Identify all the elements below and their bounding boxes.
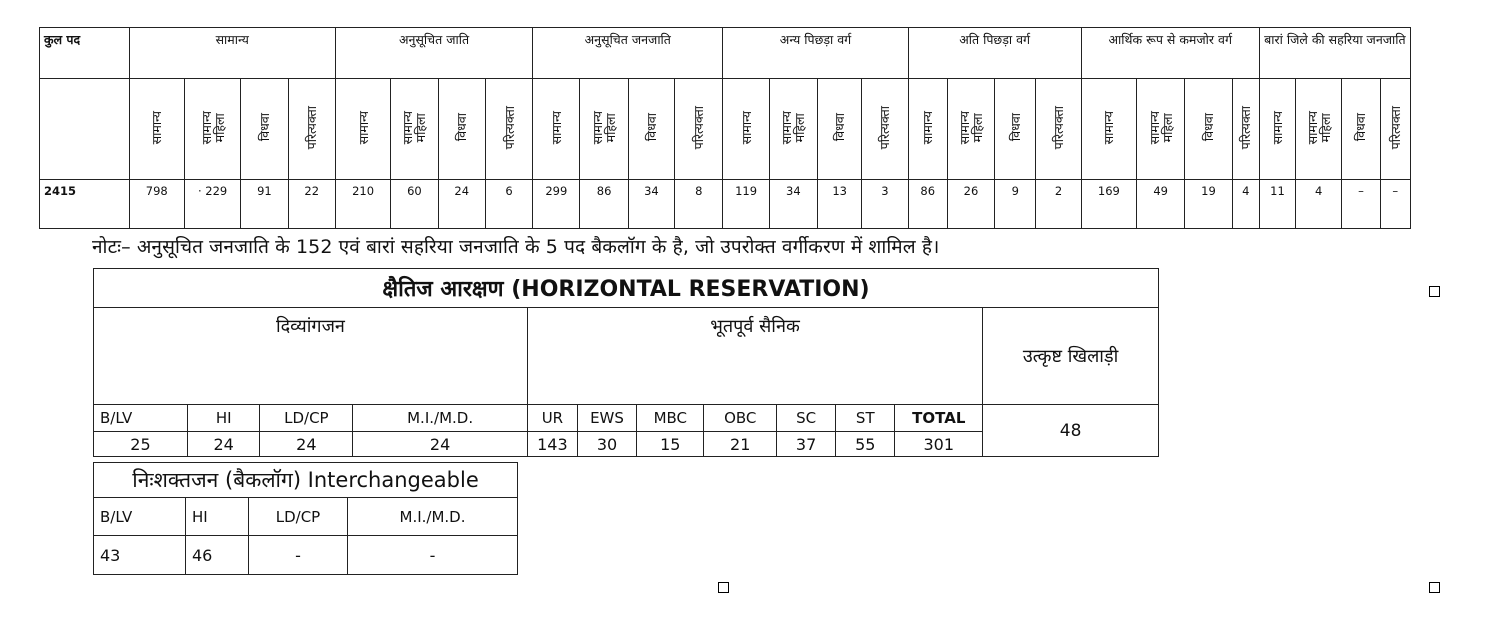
total-subheader-empty bbox=[40, 79, 130, 180]
selection-handle[interactable] bbox=[1429, 286, 1440, 297]
post-count-cell: 3 bbox=[862, 180, 908, 229]
backlog-value-hi: 46 bbox=[186, 536, 249, 575]
backlog-header-hi: HI bbox=[186, 498, 249, 536]
subheader-label: सामान्य bbox=[1269, 110, 1285, 145]
divyang-header-blv: B/LV bbox=[94, 405, 188, 432]
subheader-cell bbox=[862, 79, 908, 180]
exs-value-st: 55 bbox=[836, 432, 895, 457]
backlog-title: निःशक्तजन (बैकलॉग) Interchangeable bbox=[94, 463, 518, 498]
exs-value-sc: 37 bbox=[776, 432, 835, 457]
subheader-cell bbox=[1296, 79, 1342, 180]
subheader-label: सामान्य महिला bbox=[400, 110, 429, 145]
post-count-cell: 8 bbox=[675, 180, 723, 229]
post-count-cell: 210 bbox=[335, 180, 390, 229]
category-mbc: अति पिछड़ा वर्ग bbox=[908, 28, 1081, 79]
subheader-cell bbox=[1232, 79, 1259, 180]
subheader-cell bbox=[391, 79, 438, 180]
exs-header-ews: EWS bbox=[577, 405, 636, 432]
post-count-cell: 86 bbox=[580, 180, 628, 229]
subheader-label: परित्यक्ता bbox=[691, 105, 707, 150]
category-obc: अन्य पिछड़ा वर्ग bbox=[723, 28, 908, 79]
subheader-cell bbox=[533, 79, 580, 180]
subheader-label: सामान्य महिला bbox=[956, 110, 985, 145]
subheader-cell bbox=[769, 79, 817, 180]
subheader-label: सामान्य bbox=[738, 110, 754, 145]
post-count-cell: 60 bbox=[391, 180, 438, 229]
subheader-cell bbox=[335, 79, 390, 180]
divyang-value-hi: 24 bbox=[187, 432, 259, 457]
subheader-label: विधवा bbox=[1007, 113, 1023, 142]
post-count-cell: 26 bbox=[947, 180, 994, 229]
exs-value-ur: 143 bbox=[527, 432, 577, 457]
subheader-label: विधवा bbox=[1200, 113, 1216, 142]
post-count-cell: 34 bbox=[769, 180, 817, 229]
subheader-label: सामान्य महिला bbox=[590, 110, 619, 145]
post-count-cell: · 229 bbox=[184, 180, 240, 229]
subheader-label: सामान्य महिला bbox=[779, 110, 808, 145]
subheader-label: परित्यक्ता bbox=[1387, 105, 1403, 150]
post-count-cell: 6 bbox=[485, 180, 532, 229]
post-count-cell: 91 bbox=[241, 180, 288, 229]
total-posts-value: 2415 bbox=[40, 180, 130, 229]
subheader-cell bbox=[675, 79, 723, 180]
subheader-label: सामान्य bbox=[1101, 110, 1117, 145]
subheader-label: विधवा bbox=[454, 113, 470, 142]
post-count-cell: 169 bbox=[1081, 180, 1136, 229]
post-count-cell: 9 bbox=[995, 180, 1036, 229]
backlog-table bbox=[93, 462, 518, 575]
subheader-cell bbox=[184, 79, 240, 180]
divyang-value-mimd: 24 bbox=[353, 432, 528, 457]
backlog-value-ldcp: - bbox=[249, 536, 348, 575]
total-posts-header: कुल पद bbox=[40, 28, 130, 79]
subheader-label: सामान्य bbox=[355, 110, 371, 145]
post-count-cell: 2 bbox=[1036, 180, 1081, 229]
divyang-group-header: दिव्यांगजन bbox=[94, 308, 528, 405]
note-text: नोटः– अनुसूचित जनजाति के 152 एवं बारां सहरिया जनजाति के 5 पद बैकलॉग के है, जो उपरोक्त वर्गीकरण में शामिल है। bbox=[92, 236, 940, 258]
subheader-cell bbox=[1036, 79, 1081, 180]
subheader-label: विधवा bbox=[1353, 113, 1369, 142]
subheader-label: परित्यक्ता bbox=[304, 105, 320, 150]
post-count-cell: 34 bbox=[628, 180, 674, 229]
category-sc: अनुसूचित जाति bbox=[335, 28, 532, 79]
post-count-cell: 4 bbox=[1232, 180, 1259, 229]
subheader-cell bbox=[995, 79, 1036, 180]
post-count-cell: 49 bbox=[1137, 180, 1185, 229]
subheader-cell bbox=[241, 79, 288, 180]
post-count-cell: 11 bbox=[1259, 180, 1295, 229]
backlog-header-blv: B/LV bbox=[94, 498, 186, 536]
post-count-cell: 13 bbox=[818, 180, 862, 229]
selection-handle[interactable] bbox=[1429, 582, 1440, 593]
exs-value-obc: 21 bbox=[704, 432, 776, 457]
subheader-cell bbox=[947, 79, 994, 180]
subheader-cell bbox=[628, 79, 674, 180]
subheader-cell bbox=[1081, 79, 1136, 180]
post-count-cell: 19 bbox=[1185, 180, 1232, 229]
subheader-label: सामान्य bbox=[920, 110, 936, 145]
exs-header-sc: SC bbox=[776, 405, 835, 432]
category-ews: आर्थिक रूप से कमजोर वर्ग bbox=[1081, 28, 1259, 79]
post-count-cell: 86 bbox=[908, 180, 947, 229]
exs-header-obc: OBC bbox=[704, 405, 776, 432]
divyang-header-hi: HI bbox=[187, 405, 259, 432]
sports-value: 48 bbox=[983, 405, 1159, 457]
subheader-label: सामान्य bbox=[548, 110, 564, 145]
ex-servicemen-group-header: भूतपूर्व सैनिक bbox=[527, 308, 982, 405]
selection-handle[interactable] bbox=[718, 582, 729, 593]
post-count-cell: – bbox=[1342, 180, 1380, 229]
subheader-label: परित्यक्ता bbox=[501, 105, 517, 150]
subheader-label: परित्यक्ता bbox=[877, 105, 893, 150]
post-count-cell: 798 bbox=[129, 180, 184, 229]
subheader-cell bbox=[1259, 79, 1295, 180]
vertical-reservation-table bbox=[39, 27, 1411, 229]
subheader-label: विधवा bbox=[832, 113, 848, 142]
exs-value-total: 301 bbox=[895, 432, 983, 457]
post-count-cell: 24 bbox=[438, 180, 485, 229]
post-count-cell: 119 bbox=[723, 180, 769, 229]
category-sahariya: बारां जिले की सहरिया जनजाति bbox=[1259, 28, 1410, 79]
subheader-cell bbox=[485, 79, 532, 180]
horizontal-reservation-title: क्षैतिज आरक्षण (HORIZONTAL RESERVATION) bbox=[94, 269, 1159, 308]
exs-value-ews: 30 bbox=[577, 432, 636, 457]
divyang-header-mimd: M.I./M.D. bbox=[353, 405, 528, 432]
sports-group-header: उत्कृष्ट खिलाड़ी bbox=[983, 308, 1159, 405]
post-count-cell: 299 bbox=[533, 180, 580, 229]
post-count-cell: – bbox=[1380, 180, 1410, 229]
backlog-value-blv: 43 bbox=[94, 536, 186, 575]
subheader-label: सामान्य महिला bbox=[198, 110, 227, 145]
subheader-cell bbox=[1137, 79, 1185, 180]
subheader-label: सामान्य महिला bbox=[1146, 110, 1175, 145]
subheader-label: सामान्य bbox=[149, 110, 165, 145]
subheader-cell bbox=[908, 79, 947, 180]
post-count-cell: 22 bbox=[288, 180, 335, 229]
subheader-cell bbox=[1342, 79, 1380, 180]
subheader-label: परित्यक्ता bbox=[1051, 105, 1067, 150]
subheader-label: सामान्य महिला bbox=[1304, 110, 1333, 145]
category-general: सामान्य bbox=[129, 28, 335, 79]
post-count-cell: 4 bbox=[1296, 180, 1342, 229]
horizontal-reservation-table bbox=[93, 268, 1159, 457]
subheader-label: विधवा bbox=[256, 113, 272, 142]
subheader-cell bbox=[288, 79, 335, 180]
divyang-value-ldcp: 24 bbox=[260, 432, 353, 457]
exs-header-total: TOTAL bbox=[895, 405, 983, 432]
backlog-header-mimd: M.I./M.D. bbox=[348, 498, 518, 536]
exs-header-st: ST bbox=[836, 405, 895, 432]
subheader-cell bbox=[129, 79, 184, 180]
backlog-header-ldcp: LD/CP bbox=[249, 498, 348, 536]
category-st: अनुसूचित जनजाति bbox=[533, 28, 723, 79]
backlog-value-mimd: - bbox=[348, 536, 518, 575]
subheader-label: विधवा bbox=[643, 113, 659, 142]
subheader-cell bbox=[438, 79, 485, 180]
subheader-cell bbox=[1380, 79, 1410, 180]
divyang-value-blv: 25 bbox=[94, 432, 188, 457]
divyang-header-ldcp: LD/CP bbox=[260, 405, 353, 432]
exs-header-ur: UR bbox=[527, 405, 577, 432]
subheader-cell bbox=[580, 79, 628, 180]
exs-value-mbc: 15 bbox=[637, 432, 704, 457]
subheader-label: परित्यक्ता bbox=[1238, 105, 1254, 150]
exs-header-mbc: MBC bbox=[637, 405, 704, 432]
subheader-cell bbox=[818, 79, 862, 180]
subheader-cell bbox=[723, 79, 769, 180]
subheader-cell bbox=[1185, 79, 1232, 180]
